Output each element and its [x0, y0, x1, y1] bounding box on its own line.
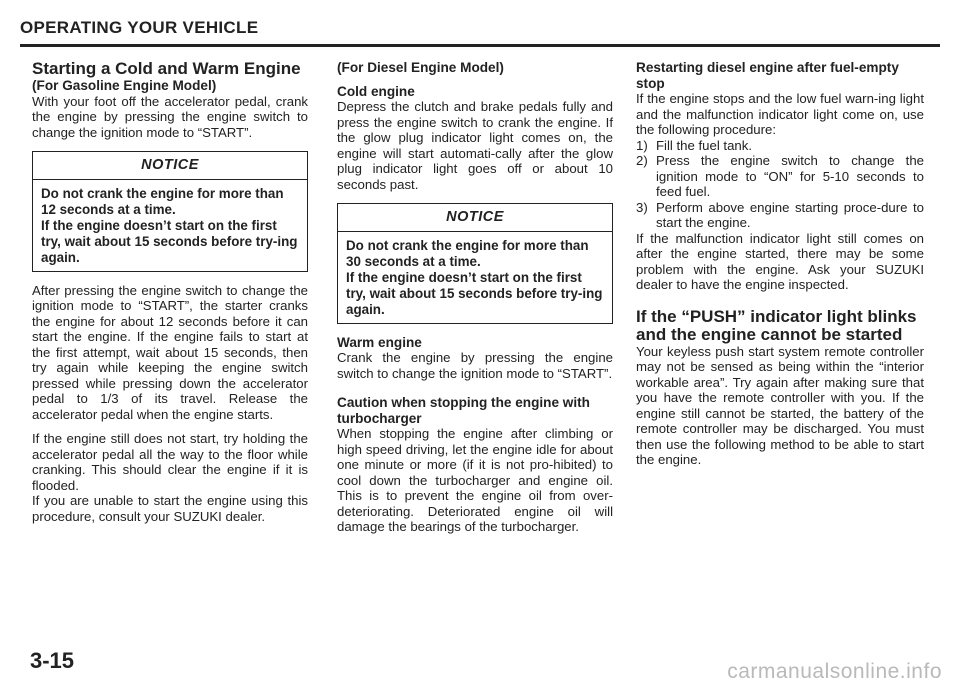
restart-after-text: If the malfunction indicator light still comes on after the engine started, there may be some problem with the engine. Ask your SUZUKI dealer to have the engine inspected. — [636, 230, 924, 292]
dealer-paragraph: If you are unable to start the engine using this procedure, consult your SUZUKI dealer. — [32, 493, 308, 524]
warm-engine-text: Crank the engine by pressing the engine switch to change the ignition mode to “START”. — [337, 350, 613, 381]
notice-title: NOTICE — [338, 204, 612, 232]
notice-line: Do not crank the engine for more than 12 seconds at a time. — [41, 185, 284, 217]
restart-intro: If the engine stops and the low fuel warn-ing light and the malfunction indicator light come on, use the following procedure: — [636, 91, 924, 137]
list-item: 2) Press the engine switch to change the ignition mode to “ON” for 5-10 seconds to feed fuel. — [636, 153, 924, 199]
restart-heading: Restarting diesel engine after fuel-empty stop — [636, 60, 899, 91]
push-indicator-heading: If the “PUSH” indicator light blinks and the engine cannot be started — [636, 306, 917, 344]
turbo-text: When stopping the engine after climbing or high speed driving, let the engine idle for about one minute or more (if it is not pro-hibited) to cool down the turbocharger and engine oil. This is to prevent the engine oil from over-deteriorating. Deteriorated engine oil will damage the bearings of the turbocharger. — [337, 426, 613, 534]
notice-box-gasoline — [32, 151, 308, 272]
gasoline-intro-text: With your foot off the accelerator pedal, crank the engine by pressing the engine switch to change the ignition mode to “START”. — [32, 93, 308, 140]
watermark: carmanualsonline.info — [727, 660, 942, 683]
notice-body — [338, 232, 612, 323]
notice-line: If the engine doesn’t start on the first try, wait about 15 seconds before try-ing again. — [346, 269, 603, 317]
restart-steps — [636, 138, 924, 231]
notice-line: If the engine doesn’t start on the first try, wait about 15 seconds before try-ing again. — [41, 217, 298, 265]
flooded-paragraph: If the engine still does not start, try holding the accelerator pedal all the way to the floor while cranking. This should clear the engine if it is flooded. — [32, 431, 308, 493]
list-item: 1) Fill the fuel tank. — [636, 137, 753, 153]
page-number: 3-15 — [30, 648, 75, 673]
notice-line: Do not crank the engine for more than 30 seconds at a time. — [346, 237, 589, 269]
warm-engine-heading: Warm engine — [337, 334, 422, 350]
push-indicator-text: Your keyless push start system remote controller may not be sensed as being within the “interior workable area”. Try again after making sure that you have the remote controller with you. If the engine still cannot be started, the battery of the remote controller may be discharged. You must then use the following method to be able to start the engine. — [636, 343, 924, 467]
header-divider — [20, 44, 940, 47]
starter-paragraph: After pressing the engine switch to change the ignition mode to “START”, the starter cranks the engine for about 12 seconds before it can start the engine. If the engine fails to start at the first attempt, wait about 15 seconds, then try again while keeping the engine switch pressed while pressing down the accelerator pedal to 1/3 of its travel. Release the accelerator pedal when the engine starts. — [32, 282, 308, 422]
section-header: OPERATING YOUR VEHICLE — [20, 18, 259, 37]
notice-title: NOTICE — [33, 152, 307, 180]
list-item: 3) Perform above engine starting proce-dure to start the engine. — [636, 199, 924, 230]
column-right — [636, 60, 924, 468]
gasoline-subheading: (For Gasoline Engine Model) — [32, 78, 217, 93]
notice-box-diesel — [337, 203, 613, 324]
section-title: Starting a Cold and Warm Engine — [32, 59, 301, 78]
notice-body — [33, 180, 307, 271]
turbo-heading: Caution when stopping the engine with turbocharger — [337, 395, 590, 426]
diesel-subheading: (For Diesel Engine Model) — [337, 60, 504, 75]
cold-engine-text: Depress the clutch and brake pedals fully and press the engine switch to crank the engine. If the glow plug indicator light comes on, the engine will start automati-cally after the glow plug indicator light goes off or about 10 seconds past. — [337, 99, 613, 192]
column-left — [32, 60, 308, 524]
cold-engine-heading: Cold engine — [337, 83, 415, 99]
column-middle — [337, 60, 613, 535]
